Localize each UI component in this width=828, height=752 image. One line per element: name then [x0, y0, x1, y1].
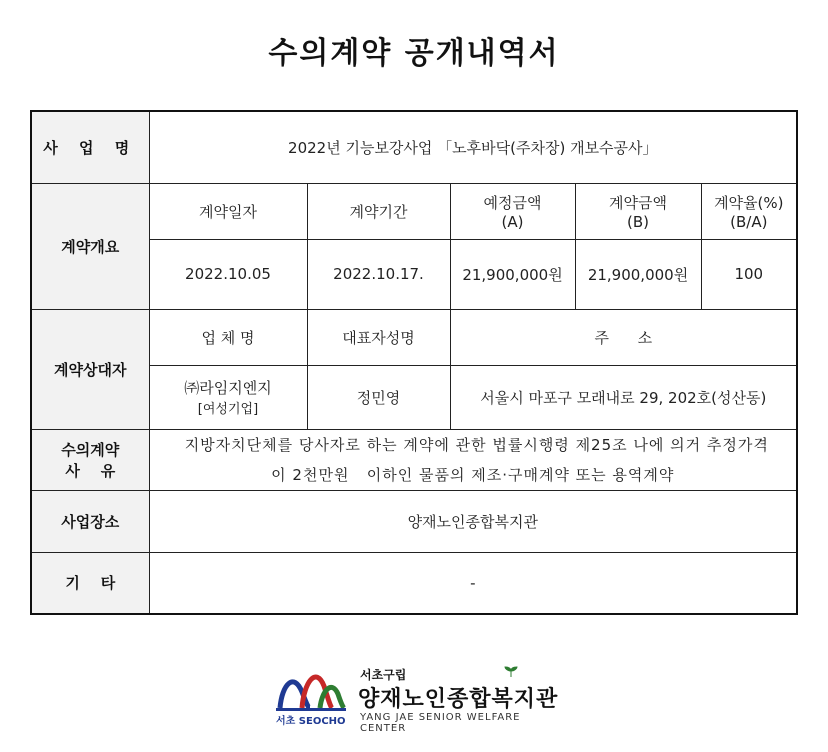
header-address: 주 소 — [450, 309, 797, 365]
location-row — [31, 490, 797, 552]
other-label: 기 타 — [31, 552, 149, 614]
estimated-amount-value: 21,900,000원 — [450, 239, 575, 309]
company-name: ㈜라임지엔지 — [184, 379, 272, 397]
company-note: [여성기업] — [197, 402, 259, 417]
reason-row — [31, 429, 797, 490]
reason-label-line1: 수의계약 — [61, 440, 120, 459]
contract-period-value: 2022.10.17. — [307, 239, 450, 309]
header-contract-rate-sub: (B/A) — [730, 212, 768, 231]
welfare-center-logo — [272, 664, 562, 734]
other-value: - — [149, 552, 797, 614]
representative-name: 정민영 — [307, 365, 450, 429]
header-contract-rate — [701, 183, 797, 239]
header-representative: 대표자성명 — [307, 309, 450, 365]
overview-header-row — [31, 183, 797, 239]
header-contract-amount-sub: (B) — [627, 212, 649, 231]
page-title: 수의계약 공개내역서 — [268, 36, 560, 71]
reason-label — [31, 429, 149, 490]
location-label: 사업장소 — [31, 490, 149, 552]
header-company-name: 업 체 명 — [149, 309, 307, 365]
header-contract-amount — [575, 183, 701, 239]
reason-label-line2: 사 유 — [65, 461, 116, 480]
project-row — [31, 111, 797, 183]
header-contract-rate-text: 계약율(%) — [714, 193, 784, 212]
logo-name: 양재노인종합복지관 — [358, 687, 559, 712]
project-value: 2022년 기능보강사업 「노후바닥(주차장) 개보수공사」 — [149, 111, 797, 183]
leaf-icon — [504, 666, 518, 678]
contract-rate-value: 100 — [701, 239, 797, 309]
contract-date-value: 2022.10.05 — [149, 239, 307, 309]
project-label: 사 업 명 — [31, 111, 149, 183]
logo-seocho-text: 서초 SEOCHO — [276, 716, 346, 727]
reason-line1: 지방자치단체를 당사자로 하는 계약에 관한 법률시행령 제25조 나에 의거 추정가격 — [184, 435, 769, 454]
header-contract-date: 계약일자 — [149, 183, 307, 239]
overview-label: 계약개요 — [31, 183, 149, 309]
header-estimated-amount — [450, 183, 575, 239]
reason-line2: 이 2천만원 이하인 물품의 제조·구매계약 또는 용역계약 — [271, 465, 675, 484]
logo-district: 서초구립 — [360, 668, 407, 682]
company-cell — [149, 365, 307, 429]
header-contract-amount-text: 계약금액 — [609, 193, 667, 212]
logo-english: YANG JAE SENIOR WELFARE CENTER — [360, 712, 521, 734]
header-contract-period: 계약기간 — [307, 183, 450, 239]
reason-cell — [149, 429, 797, 490]
counterparty-header-row — [31, 309, 797, 365]
contract-disclosure-table — [30, 110, 798, 615]
logo-emblem-icon — [272, 664, 352, 714]
location-value: 양재노인종합복지관 — [149, 490, 797, 552]
counterparty-label: 계약상대자 — [31, 309, 149, 429]
header-estimated-amount-text: 예정금액 — [483, 193, 542, 212]
contract-amount-value: 21,900,000원 — [575, 239, 701, 309]
other-row — [31, 552, 797, 614]
address-value: 서울시 마포구 모래내로 29, 202호(성산동) — [450, 365, 797, 429]
header-estimated-amount-sub: (A) — [501, 212, 524, 231]
